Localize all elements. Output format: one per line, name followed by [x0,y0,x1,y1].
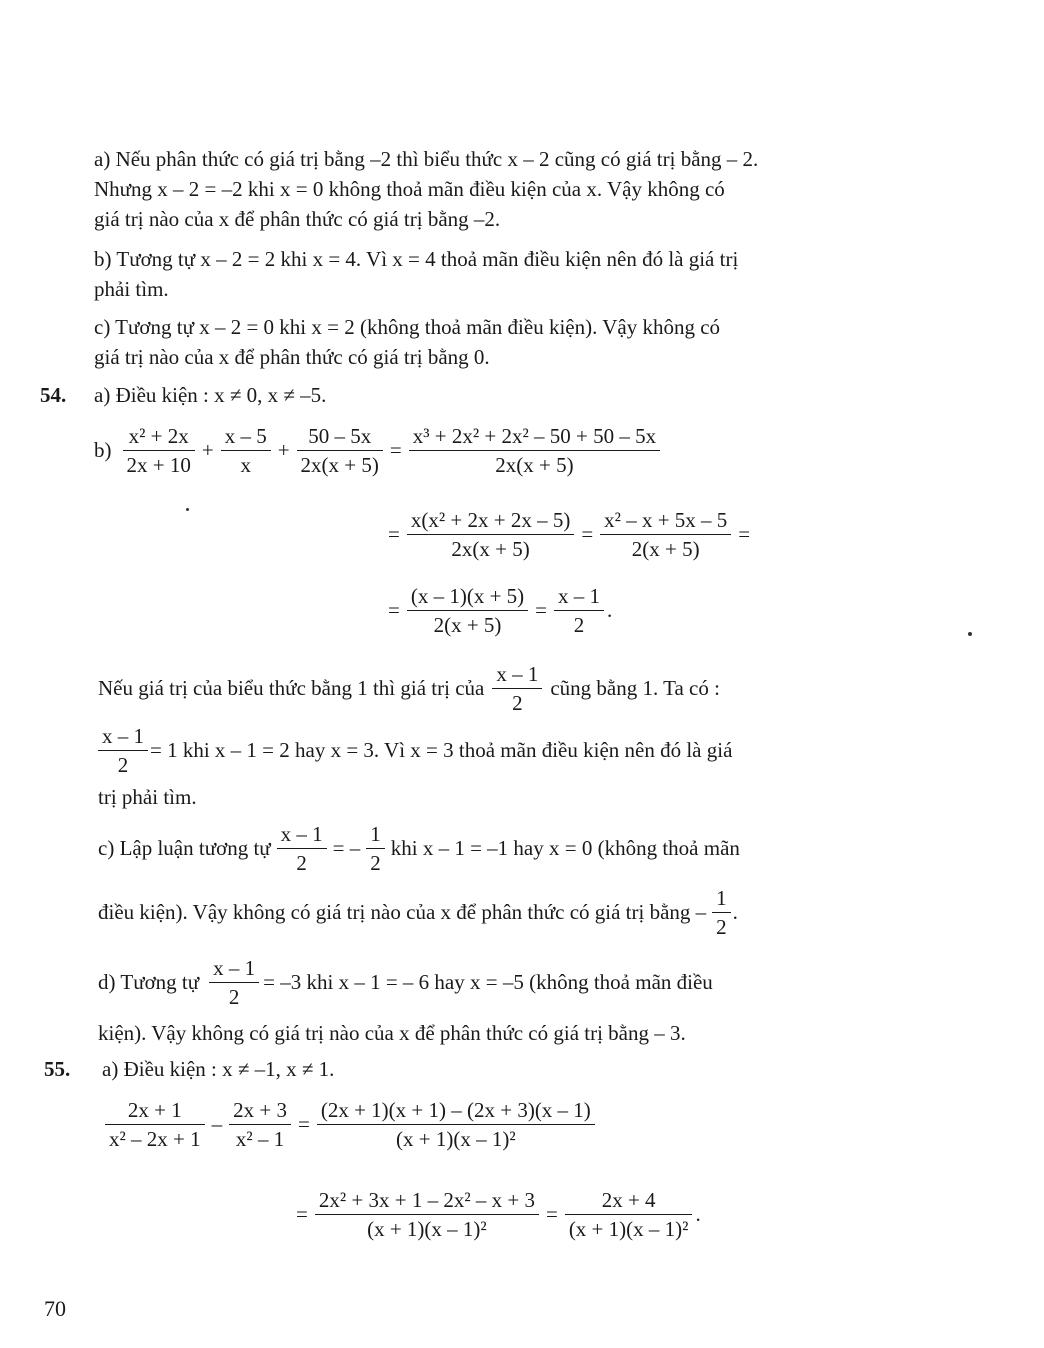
fraction: $\frac{x - 5}{x}$ [221,424,271,477]
p55a-equation-2: = $\frac{\text{2x² + 3x + 1 – 2x² – x + 3}}{\text{(x + 1)(x – 1)²}}$ = $\frac{2x + 4}{\text{(x + 1)(x – 1)²}}$ . [296,1188,701,1241]
p54a-condition: a) Điều kiện : x ≠ 0, x ≠ –5. [94,383,327,407]
fraction: $\frac{(x - 1)(x + 5)}{2(x + 5)}$ [407,584,528,637]
page-number: 70 [44,1296,66,1321]
p54d-line-2: kiện). Vậy không có giá trị nào của x để phân thức có giá trị bằng – 3. [98,1021,686,1045]
fraction: $\frac{x - 1}{2}$ [209,956,259,1009]
fraction: $\frac{\text{x² + 2x}}{2x + 10}$ [123,424,195,477]
fraction: $\frac{(2x + 1)(x + 1) - (2x + 3)(x - 1)}{\text{(x + 1)(x – 1)²}}$ [317,1098,595,1151]
scan-speck [968,632,972,636]
p54c-line-2: điều kiện). Vậy không có giá trị nào của x để phân thức có giá trị bằng – $\frac{1}{2}$ . [98,886,738,939]
p53b-line1: b) Tương tự x – 2 = 2 khi x = 4. Vì x = 4 thoả mãn điều kiện nên đó là giá trị [94,247,739,271]
fraction: $\frac{\text{2x² + 3x + 1 – 2x² – x + 3}}{\text{(x + 1)(x – 1)²}}$ [315,1188,539,1241]
p53a-line1: a) Nếu phân thức có giá trị bằng –2 thì biểu thức x – 2 cũng có giá trị bằng – 2. [94,147,759,171]
fraction: $\frac{2x + 4}{\text{(x + 1)(x – 1)²}}$ [565,1188,693,1241]
p54b-equation-1: b) $\frac{\text{x² + 2x}}{2x + 10}$ + $\frac{x - 5}{x}$ + $\frac{50 - 5x}{2x(x + 5)}$ = $\frac{\text{x³ + 2x² + 2x² – 50 + 50 – 5x}}{2x(x + 5)}$ [94,424,663,477]
p54c-line-1: c) Lập luận tương tự $\frac{x - 1}{2}$ = – $\frac{1}{2}$ khi x – 1 = –1 hay x = 0 (không thoả mãn [98,822,740,875]
p54b-text-3: trị phải tìm. [98,785,197,809]
p54b-label: b) [94,438,112,462]
fraction: $\frac{\text{x² – x + 5x – 5}}{2(x + 5)}$ [600,508,731,561]
p54b-equation-3: = $\frac{(x - 1)(x + 5)}{2(x + 5)}$ = $\frac{x - 1}{2}$ . [388,584,613,637]
p53b-line2: phải tìm. [94,277,169,301]
p54b-equation-2: = $\frac{\text{x(x² + 2x + 2x – 5)}}{2x(x + 5)}$ = $\frac{\text{x² – x + 5x – 5}}{2(x + 5)}$ = [388,508,751,561]
p54b-text-2: $\frac{x - 1}{2}$ = 1 khi x – 1 = 2 hay x = 3. Vì x = 3 thoả mãn điều kiện nên đó là giá [98,724,732,777]
fraction: $\frac{\text{x³ + 2x² + 2x² – 50 + 50 – 5x}}{2x(x + 5)}$ [409,424,660,477]
fraction: $\frac{\text{x(x² + 2x + 2x – 5)}}{2x(x + 5)}$ [407,508,574,561]
fraction: $\frac{2x + 1}{\text{x² – 2x + 1}}$ [105,1098,205,1151]
p53c-line1: c) Tương tự x – 2 = 0 khi x = 2 (không thoả mãn điều kiện). Vậy không có [94,315,721,339]
p54d-line-1: d) Tương tự $\frac{x - 1}{2}$ = –3 khi x – 1 = – 6 hay x = –5 (không thoả mãn điều [98,956,713,1009]
p54b-text-1: Nếu giá trị của biểu thức bằng 1 thì giá trị của $\frac{x - 1}{2}$ cũng bằng 1. Ta có : [98,662,720,715]
p53a-line2: Nhưng x – 2 = –2 khi x = 0 không thoả mãn điều kiện của x. Vậy không có [94,177,725,201]
problem-55-number: 55. [44,1057,71,1081]
p53a-line3: giá trị nào của x để phân thức có giá trị bằng –2. [94,207,501,231]
fraction: $\frac{50 - 5x}{2x(x + 5)}$ [297,424,383,477]
p53c-line2: giá trị nào của x để phân thức có giá trị bằng 0. [94,345,490,369]
fraction: $\frac{x - 1}{2}$ [98,724,148,777]
p55a-equation-1: $\frac{2x + 1}{\text{x² – 2x + 1}}$ – $\frac{2x + 3}{\text{x² – 1}}$ = $\frac{(2x + 1)(x + 1) - (2x + 3)(x - 1)}{\text{(x + 1)(x – 1)²}}$ [102,1098,598,1151]
scan-speck [186,508,189,511]
fraction: $\frac{x - 1}{2}$ [554,584,604,637]
fraction: $\frac{x - 1}{2}$ [277,822,327,875]
problem-54-number: 54. [40,383,67,407]
fraction: $\frac{x - 1}{2}$ [492,662,542,715]
p55a-condition: a) Điều kiện : x ≠ –1, x ≠ 1. [102,1057,335,1081]
fraction: $\frac{2x + 3}{\text{x² – 1}}$ [229,1098,291,1151]
fraction: $\frac{1}{2}$ [366,822,385,875]
fraction: $\frac{1}{2}$ [712,886,731,939]
